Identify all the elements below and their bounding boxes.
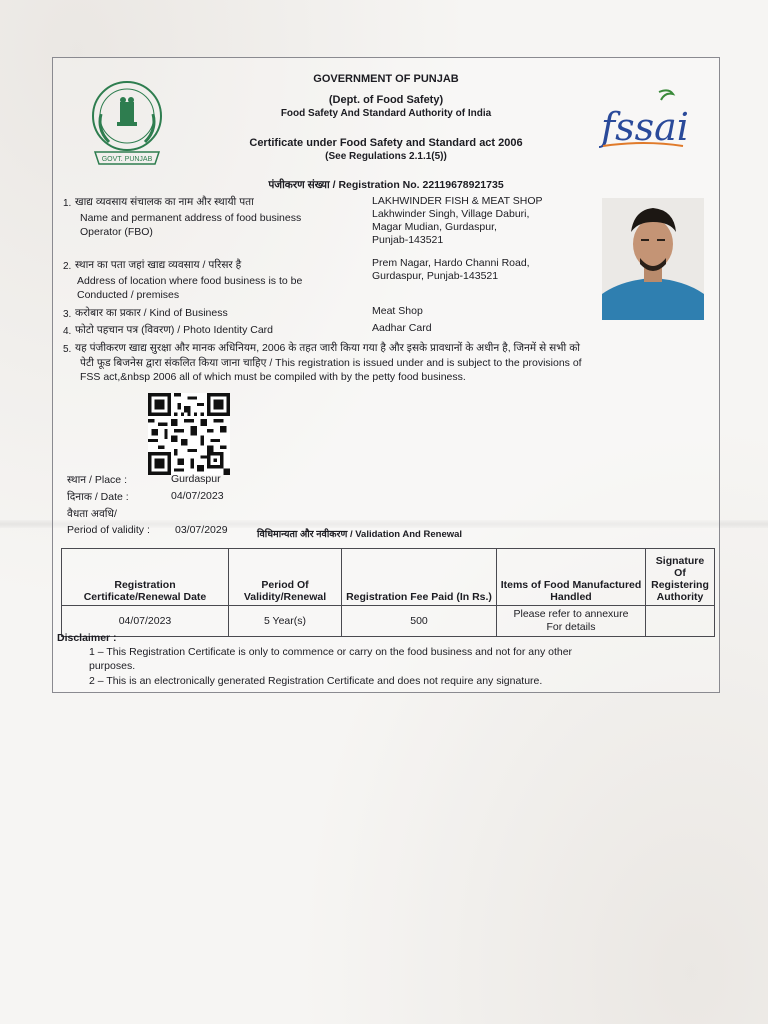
registration-label-hi: पंजीकरण संख्या [268,179,330,191]
disclaimer-line-1b: purposes. [89,660,136,672]
field-1-label-en: Name and permanent address of food business [80,212,302,224]
field-2-label-hi: स्थान का पता जहां खाद्य व्यवसाय / परिसर है [75,259,242,271]
regulation-ref: (See Regulations 2.1.1(5)) [325,151,447,162]
emblem-text: GOVT. PUNJAB [101,156,153,163]
field-2-label-en: Address of location where food business is to be [77,275,303,287]
date-label: दिनाक / Date : [67,491,129,503]
renewal-heading: विधिमान्यता और नवीकरण / Validation And Renewal [257,529,463,540]
cell-items-line-1: Please refer to annexure [513,608,629,620]
cell-fee: 500 [342,606,497,637]
place-label: स्थान / Place : [67,474,127,486]
photo-id-card: Aadhar Card [372,322,432,334]
dept-title: (Dept. of Food Safety) [328,94,444,106]
qr-code-icon [148,393,230,475]
col-items-food: Items of Food Manufactured Handled [497,549,646,606]
field-5-text-2: पेटी फूड बिजनेस द्वारा संकलित किया जाना चाहिए / This registration is issued under and is subject to the provisions of [80,357,582,369]
col-signature: Signature Of Registering Authority [646,549,715,606]
cert-title: Certificate under Food Safety and Standard act 2006 [249,137,523,149]
registration-number: 22119678921735 [422,179,504,191]
cell-signature [646,606,715,637]
validity-label: Period of validity : [67,524,150,536]
field-1-label-hi: खाद्य व्यवसाय संचालक का नाम और स्थायी पता [75,196,254,208]
field-3-label: करोबार का प्रकार / Kind of Business [75,307,228,319]
person-photo-icon [602,198,704,320]
date-value: 04/07/2023 [171,490,224,502]
premises-address-2: Gurdaspur, Punjab-143521 [372,270,499,282]
field-2-number: 2. [63,261,72,272]
fbo-photo [602,198,704,320]
field-4-number: 4. [63,326,72,337]
field-1-label-en-2: Operator (FBO) [80,226,153,238]
fbo-address-2: Magar Mudian, Gurdaspur, [372,221,497,233]
field-5-number: 5. [63,344,72,355]
col-period-validity: Period Of Validity/Renewal [229,549,342,606]
field-5-text-3: FSS act,&nbsp 2006 all of which must be compiled with by the petty food business. [80,371,466,383]
place-value: Gurdaspur [171,473,221,485]
field-1-number: 1. [63,198,72,209]
fbo-name: LAKHWINDER FISH & MEAT SHOP [372,195,543,207]
disclaimer-line-2: 2 – This is an electronically generated Registration Certificate and does not require any signature. [89,675,543,687]
field-4-label: फोटो पहचान पत्र (विवरण) / Photo Identity Card [75,324,274,336]
table-row [62,606,715,637]
authority-title: Food Safety And Standard Authority of India [280,108,492,119]
kind-of-business: Meat Shop [372,305,423,317]
col-fee-paid: Registration Fee Paid (In Rs.) [342,549,497,606]
gov-title: GOVERNMENT OF PUNJAB [313,73,459,85]
cell-items [497,606,646,637]
registration-label-en: / Registration No. [329,179,423,191]
field-3-number: 3. [63,309,72,320]
validity-label-hi: वैधता अवधि/ [67,508,117,520]
validity-value: 03/07/2029 [175,524,228,536]
certificate [52,57,720,693]
fssai-logo-text: fssai [601,105,689,149]
premises-address-1: Prem Nagar, Hardo Channi Road, [372,257,530,269]
field-2-label-en-2: Conducted / premises [77,289,180,301]
table-header-row [62,549,715,606]
fbo-address-3: Punjab-143521 [372,234,444,246]
disclaimer-line-1: 1 – This Registration Certificate is only to commence or carry on the food business and not for any other [89,646,573,658]
registration-number-line [53,178,719,192]
cell-items-line-2: For details [546,621,596,633]
cell-date: 04/07/2023 [62,606,229,637]
col-registration-date: Registration Certificate/Renewal Date [62,549,229,606]
disclaimer-title: Disclaimer : [57,632,117,644]
field-5-text-1: यह पंजीकरण खाद्य सुरक्षा और मानक अधिनियम, 2006 के तहत जारी किया गया है और इसके प्रावधानों के अधीन है, जिनमें से सभी को [75,342,580,354]
fbo-address-1: Lakhwinder Singh, Village Daburi, [372,208,530,220]
renewal-table [61,548,715,637]
cell-period: 5 Year(s) [229,606,342,637]
